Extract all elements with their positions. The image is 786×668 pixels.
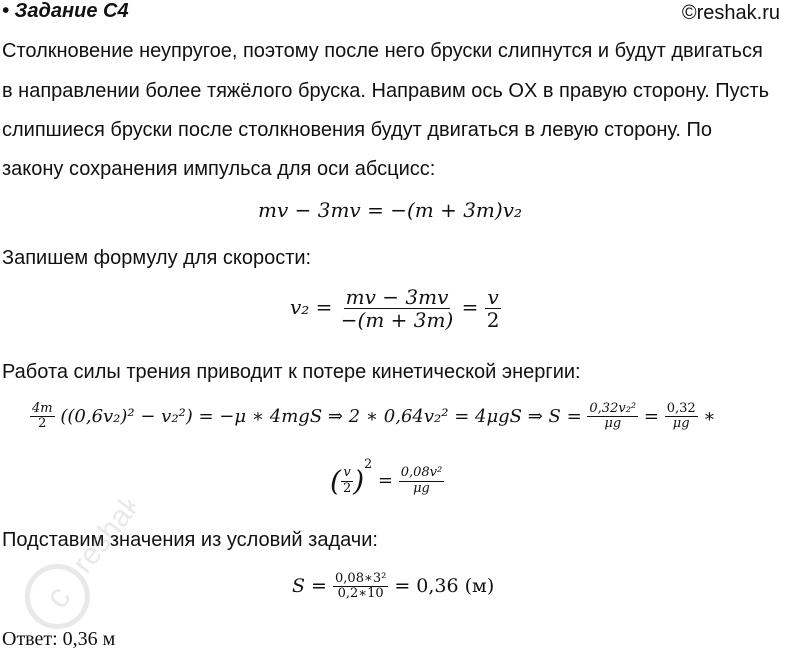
energy-coefficient [30, 402, 55, 432]
paragraph-line-3: слипшиеся бруски после столкновения будут двигаться в левую сторону. По [2, 119, 713, 141]
square-result-numerator: 0,08v² [400, 465, 443, 481]
svg-text:c: c [37, 578, 79, 616]
velocity-denominator: −(m + 3m) [340, 308, 454, 332]
velocity-lhs: v₂ = [290, 295, 333, 319]
task-title: • Задание C4 [2, 0, 129, 22]
velocity-result-numerator: v [487, 285, 499, 309]
distance-fraction-1-numerator: 0,32v₂² [589, 401, 637, 416]
friction-intro: Работа силы трения приводит к потере кинетической энергии: [2, 361, 581, 383]
answer-line: Ответ: 0,36 м [2, 628, 116, 650]
velocity-numerator: mv − 3mv [345, 285, 449, 309]
distance-equation [292, 572, 494, 602]
paragraph-line-1: Столкновение неупругое, поэтому после него бруски слипнутся и будут двигаться [2, 40, 763, 62]
half-v-fraction [341, 466, 353, 496]
velocity-equation [290, 286, 502, 331]
velocity-fraction [339, 286, 456, 331]
distance-result: = 0,36 (м) [394, 574, 495, 597]
energy-multiply: ∗ [703, 405, 716, 427]
distance-value-fraction [333, 572, 388, 602]
velocity-intro: Запишем формулу для скорости: [2, 247, 312, 269]
distance-value-numerator: 0,08∗3² [335, 571, 387, 586]
distance-value-denominator: 0,2∗10 [337, 586, 384, 602]
momentum-equation: mv − 3mv = −(m + 3m)v₂ [258, 198, 523, 222]
half-v-numerator: v [343, 465, 351, 481]
square-result-fraction [399, 466, 445, 496]
velocity-result-denominator: 2 [486, 308, 500, 332]
energy-coef-numerator: 4m [32, 401, 53, 416]
distance-fraction-1-denominator: μg [604, 416, 622, 432]
velocity-result-fraction [485, 286, 502, 331]
distance-fraction-2-numerator: 0,32 [666, 401, 696, 416]
half-v-denominator: 2 [342, 480, 352, 496]
distance-fraction-1 [587, 402, 638, 432]
svg-text:reshak.ru: reshak.ru [66, 465, 170, 580]
energy-equals: = [643, 405, 659, 427]
velocity-equals: = [461, 295, 479, 319]
energy-equation [30, 402, 716, 432]
square-equation: ( $\frac{v}{2}$ )$^2$ = $\frac{\text{0,08v²}}{\mu g}$ [330, 456, 443, 498]
square-equals: = [377, 470, 393, 491]
substitution-intro: Подставим значения из условий задачи: [2, 529, 378, 551]
energy-coef-denominator: 2 [38, 416, 47, 432]
site-label: ©reshak.ru [681, 2, 780, 24]
distance-fraction-2 [665, 402, 698, 432]
energy-expression: ((0,6v₂)² − v₂²) = −μ ∗ 4mgS ⇒ 2 ∗ 0,64v₂² = 4μgS ⇒ S = [60, 405, 582, 427]
distance-lhs: S = [292, 574, 327, 597]
paragraph-line-4: закону сохранения импульса для оси абсцисс: [2, 158, 436, 180]
paragraph-line-2: в направлении более тяжёлого бруска. Направим ось OX в правую сторону. Пусть [2, 80, 770, 102]
square-power: 2 [364, 456, 373, 471]
square-result-denominator: μg [413, 480, 430, 496]
distance-fraction-2-denominator: μg [672, 416, 690, 432]
